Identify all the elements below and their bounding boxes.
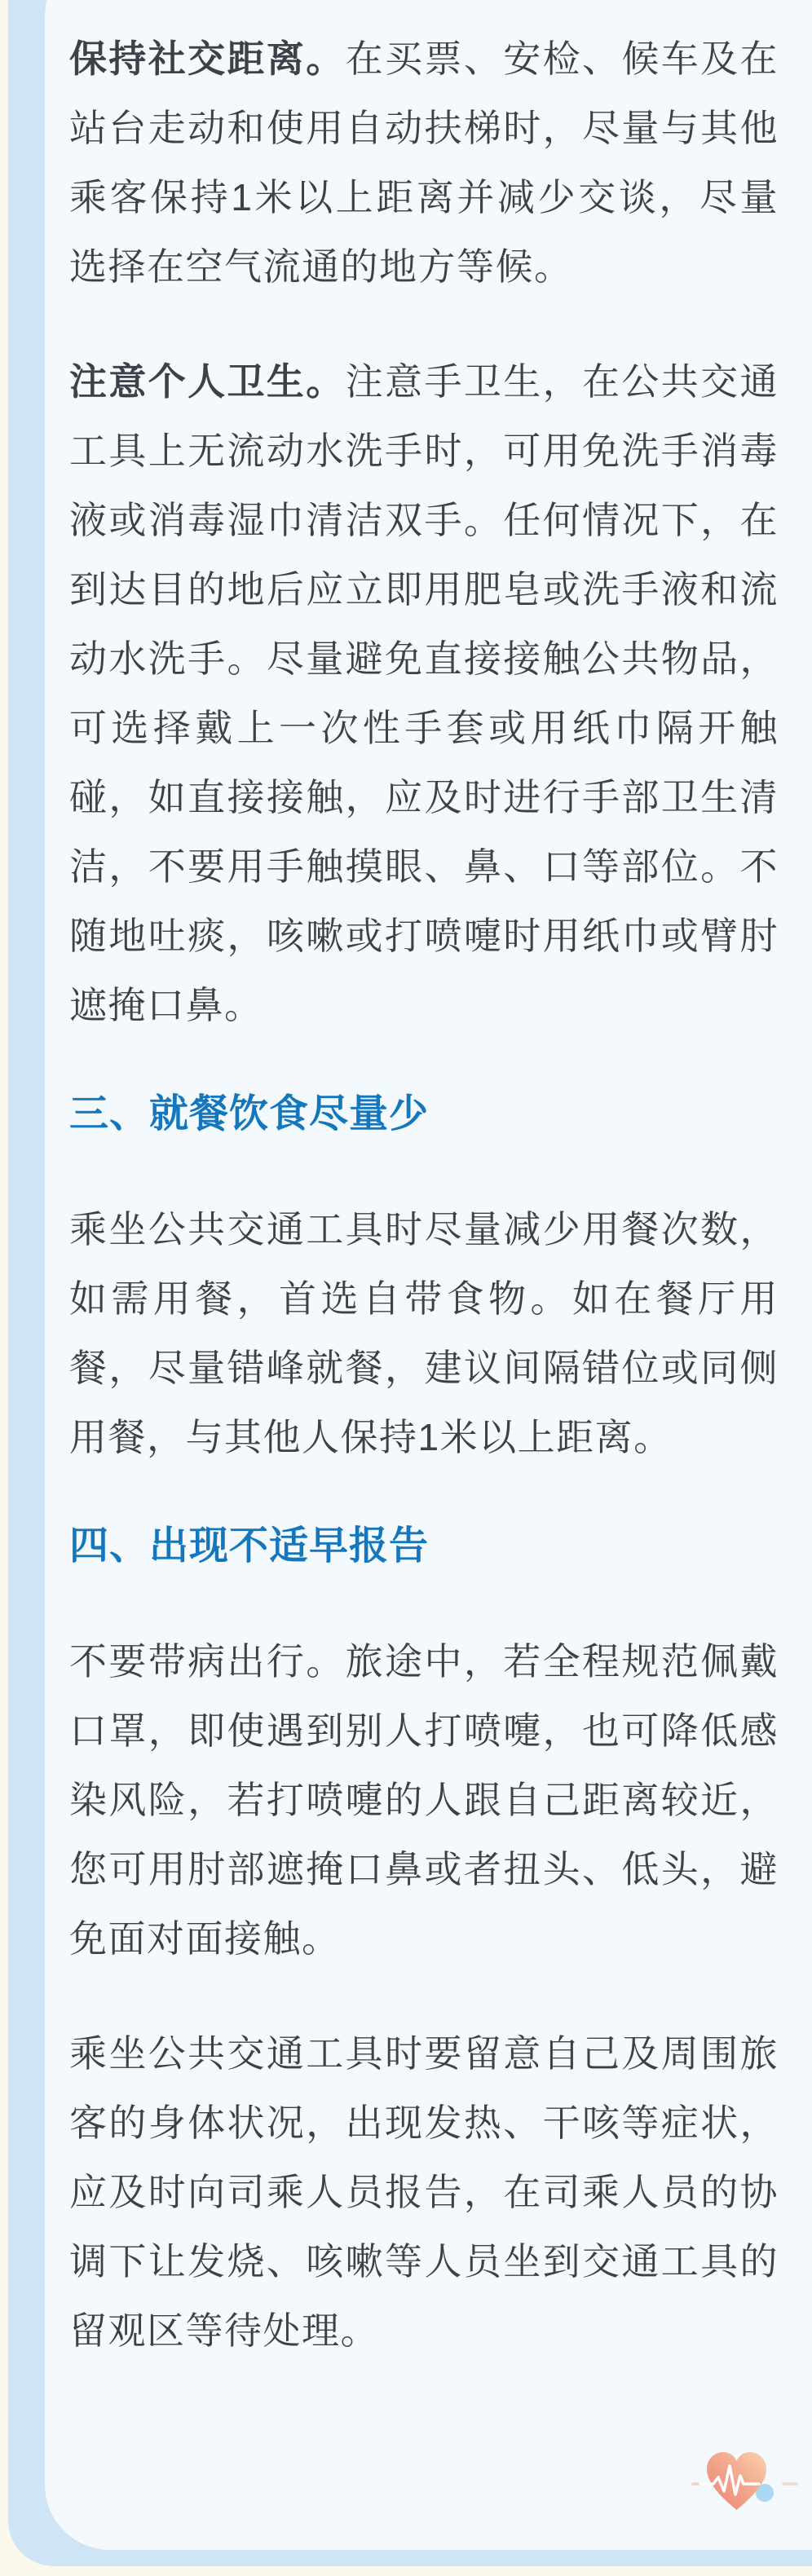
- paragraph-text: 乘坐公共交通工具时尽量减少用餐次数，如需用餐，首选自带食物。如在餐厅用餐，尽量错峰就餐，建议间隔错位或同侧用餐，与其他人保持1米以上距离。: [69, 1208, 779, 1458]
- paragraph-lead: 保持社交距离。: [69, 37, 346, 80]
- section-heading-four: 四、出现不适早报告: [69, 1524, 430, 1568]
- heartbeat-heart-icon: [689, 2439, 803, 2529]
- paragraph-text: 不要带病出行。旅途中，若全程规范佩戴口罩，即使遇到别人打喷嚏，也可降低感染风险，若打喷嚏的人跟自己距离较近，您可用肘部遮掩口鼻或者扭头、低头，避免面对面接触。: [69, 1640, 779, 1960]
- paragraph-lead: 注意个人卫生。: [69, 360, 346, 403]
- paragraph: [69, 24, 779, 302]
- paragraph: [69, 1627, 779, 1974]
- paragraph-text: 乘坐公共交通工具时要留意自己及周围旅客的身体状况，出现发热、干咳等症状，应及时向司乘人员报告，在司乘人员的协调下让发烧、咳嗽等人员坐到交通工具的留观区等待处理。: [69, 2032, 779, 2352]
- paragraph: [69, 1195, 779, 1472]
- paragraph: [69, 2019, 779, 2366]
- section-heading-three: 三、就餐饮食尽量少: [69, 1092, 430, 1136]
- paragraph-text: 在买票、安检、候车及在站台走动和使用自动扶梯时，尽量与其他乘客保持1米以上距离并减少交谈，尽量选择在空气流通的地方等候。: [69, 37, 779, 288]
- paragraph-text: 注意手卫生，在公共交通工具上无流动水洗手时，可用免洗手消毒液或消毒湿巾清洁双手。任何情况下，在到达目的地后应立即用肥皂或洗手液和流动水洗手。尽量避免直接接触公共物品，可选择戴上一次性手套或用纸巾隔开触碰，如直接接触，应及时进行手部卫生清洁，不要用手触摸眼、鼻、口等部位。不随地吐痰，咳嗽或打喷嚏时用纸巾或臂肘遮掩口鼻。: [69, 360, 779, 1026]
- article-body: [69, 0, 779, 2411]
- paragraph: [69, 347, 779, 1040]
